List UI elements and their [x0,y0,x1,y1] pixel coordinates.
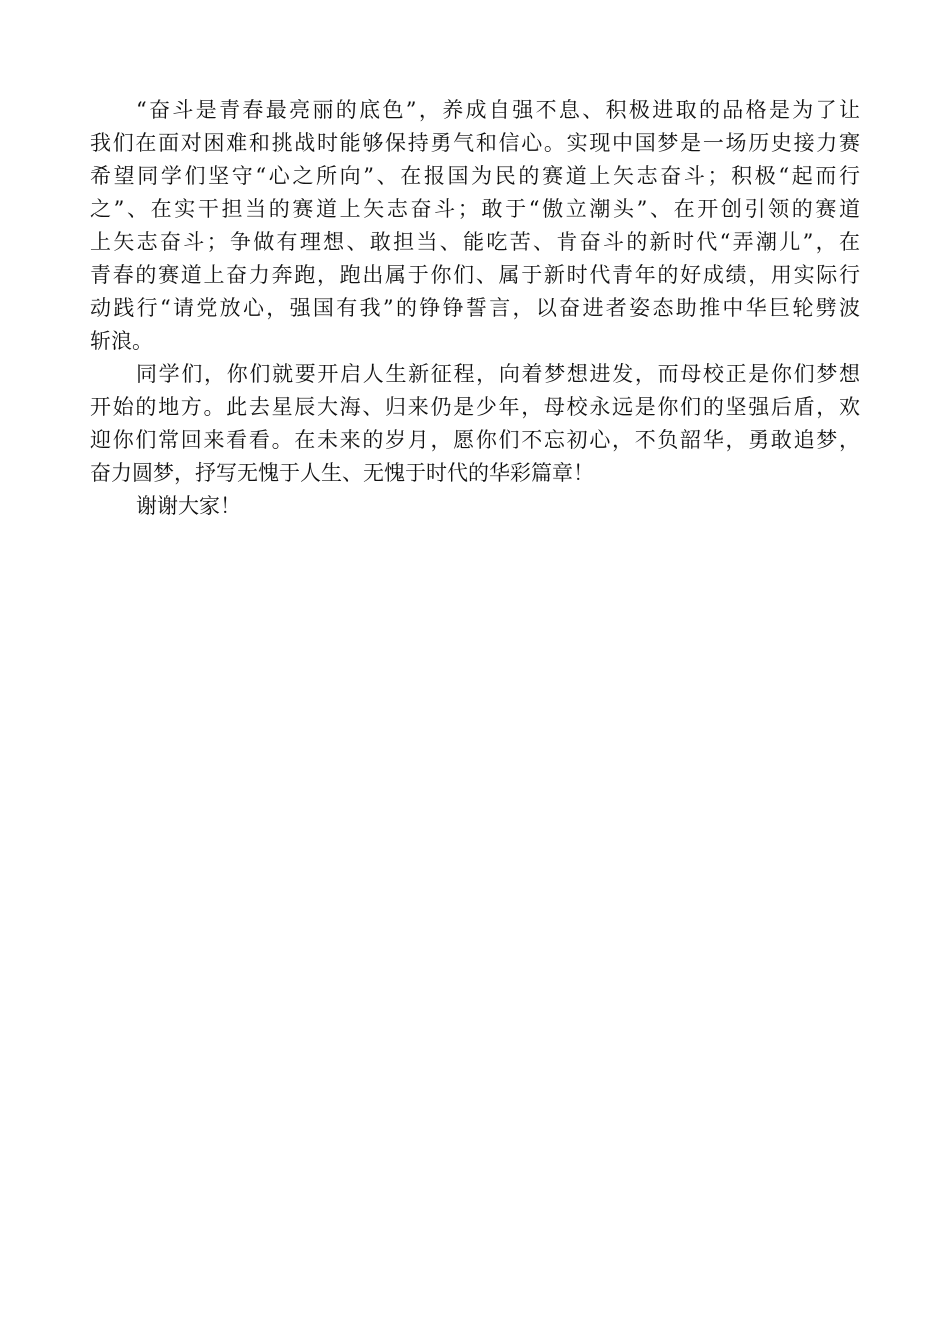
paragraph-struggle [90,94,860,358]
paragraph-farewell [90,358,860,490]
paragraph-line: 迎你们常回来看看。在未来的岁月，愿你们不忘初心，不负韶华，勇敢追梦， [90,428,860,452]
paragraph-line: “奋斗是青春最亮丽的底色”，养成自强不息、积极进取的品格是为了让 [136,98,860,122]
document-body [90,94,860,523]
paragraph-line: 我们在面对困难和挑战时能够保持勇气和信心。实现中国梦是一场历史接力赛 [90,131,860,155]
paragraph-line: 青春的赛道上奋力奔跑，跑出属于你们、属于新时代青年的好成绩，用实际行 [90,263,860,287]
paragraph-line: 上矢志奋斗；争做有理想、敢担当、能吃苦、肯奋斗的新时代“弄潮儿”，在 [90,230,860,254]
paragraph-line: 动践行“请党放心，强国有我”的铮铮誓言，以奋进者姿态助推中华巨轮劈波 [90,296,860,320]
paragraph-line: 奋力圆梦，抒写无愧于人生、无愧于时代的华彩篇章！ [90,461,594,485]
paragraph-line: 之”、在实干担当的赛道上矢志奋斗；敢于“傲立潮头”、在开创引领的赛道 [90,197,860,221]
paragraph-line: 斩浪。 [90,329,153,353]
paragraph-line: 谢谢大家！ [136,494,241,518]
paragraph-line: 开始的地方。此去星辰大海、归来仍是少年，母校永远是你们的坚强后盾，欢 [90,395,860,419]
paragraph-line: 同学们，你们就要开启人生新征程，向着梦想进发，而母校正是你们梦想 [136,362,860,386]
paragraph-thanks [90,490,860,523]
paragraph-line: 希望同学们坚守“心之所向”、在报国为民的赛道上矢志奋斗；积极“起而行 [90,164,860,188]
